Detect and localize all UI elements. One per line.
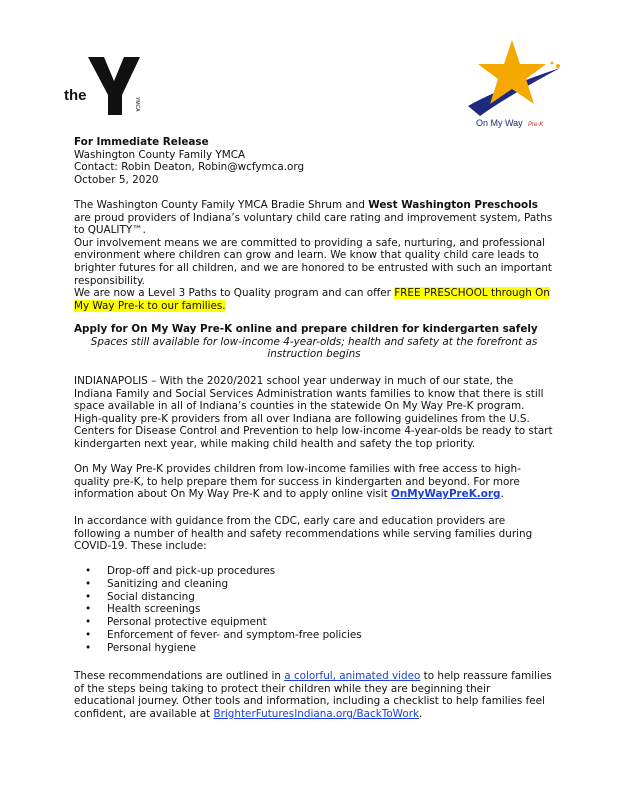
ymca-logo-side-text: YMCA xyxy=(134,97,140,112)
list-item: • Enforcement of fever- and symptom-free policies xyxy=(74,629,554,642)
intro-paragraph-1 xyxy=(74,199,554,237)
list-item: • Personal protective equipment xyxy=(74,616,554,629)
ymca-logo xyxy=(64,55,154,117)
intro-p1-end: are proud providers of Indiana’s voluntary child care rating and improvement system, Paths to QUALITY™. xyxy=(74,211,553,237)
on-my-way-paragraph-text: On My Way Pre-K provides children from low-income families with free access to high-quality pre-K, to help prepare them for success in kindergarten and beyond. For more information about On My Way Pre-K and to apply online visit xyxy=(74,463,521,501)
ymca-logo-the: the xyxy=(64,87,87,104)
release-date: October 5, 2020 xyxy=(74,173,159,186)
brighter-futures-link[interactable]: BrighterFuturesIndiana.org/BackToWork xyxy=(213,707,419,720)
animated-video-link[interactable]: a colorful, animated video xyxy=(284,670,421,682)
indianapolis-paragraph: INDIANAPOLIS – With the 2020/2021 school year underway in much of our state, the Indiana Family and Social Services Administration wants families to know that there is still space available in all of Indiana’s counties in the statewide On My Way Pre-K program. High-quality pre-K providers from all over Indiana are following guidelines from the U.S. Centers for Disease Control and Prevention to help low-income 4-year-olds be ready to start kindergarten next year, while making child health and safety the top priority. xyxy=(74,375,553,450)
body-paragraph-1 xyxy=(74,375,554,451)
intro-paragraph-2: Our involvement means we are committed to providing a safe, nurturing, and professional environment where children can grow and learn. We know that quality child care leads to brighter futures for all children, and we are honored to be entrusted with such an important responsibility. xyxy=(74,236,552,287)
west-washington-preschools: West Washington Preschools xyxy=(368,199,538,211)
organization-name: Washington County Family YMCA xyxy=(74,148,246,161)
intro-p3-start: We are now a Level 3 Paths to Quality program and can offer xyxy=(74,287,395,300)
recommendations-list xyxy=(74,565,554,655)
body-paragraph-3 xyxy=(74,515,554,553)
list-item: • Personal hygiene xyxy=(74,642,554,655)
on-my-way-logo-text: On My Way xyxy=(476,118,523,128)
body-paragraph-2 xyxy=(74,463,554,501)
release-header xyxy=(74,136,554,186)
on-my-way-paragraph xyxy=(74,463,554,501)
cdc-guidance-paragraph: In accordance with guidance from the CDC, early care and education providers are following a number of health and safety recommendations while serving families during COVID-19. These include: xyxy=(74,515,533,553)
release-label: For Immediate Release xyxy=(74,136,209,148)
recommendations-paragraph xyxy=(74,670,554,720)
intro-section xyxy=(74,199,554,312)
intro-p1-start: The Washington County Family YMCA Bradie Shrum and xyxy=(74,199,369,211)
recommendations-text-end: . xyxy=(419,707,423,720)
body-paragraph-4 xyxy=(74,670,554,720)
recommendations-text-start: These recommendations are outlined in xyxy=(74,670,285,682)
list-item: • Health screenings xyxy=(74,603,554,616)
on-my-way-prek-logo xyxy=(460,36,570,132)
section-subheading: Spaces still available for low-income 4-year-olds; health and safety at the forefront as instruction begins xyxy=(90,335,538,361)
section-heading: Apply for On My Way Pre-K online and prepare children for kindergarten safely xyxy=(74,323,538,335)
free-preschool-highlight: FREE PRESCHOOL through On My Way Pre-k to our families. xyxy=(74,287,550,312)
on-my-way-paragraph-end: . xyxy=(500,488,504,501)
list-item: • Sanitizing and cleaning xyxy=(74,578,554,591)
recommendations-text-middle: to help reassure families of the steps being taking to protect their children while they are beginning their educational journey. Other tools and information, including a checklist to help families feel confident, are available at xyxy=(74,670,552,720)
section-heading-block xyxy=(74,323,554,361)
intro-paragraph-3 xyxy=(74,287,554,312)
onmywayprek-link[interactable]: OnMyWayPreK.org xyxy=(391,488,501,501)
list-item: • Drop-off and pick-up procedures xyxy=(74,565,554,578)
list-item: • Social distancing xyxy=(74,591,554,604)
prek-logo-text: Pre-K xyxy=(528,122,544,128)
contact-line: Contact: Robin Deaton, Robin@wcfymca.org xyxy=(74,161,305,174)
